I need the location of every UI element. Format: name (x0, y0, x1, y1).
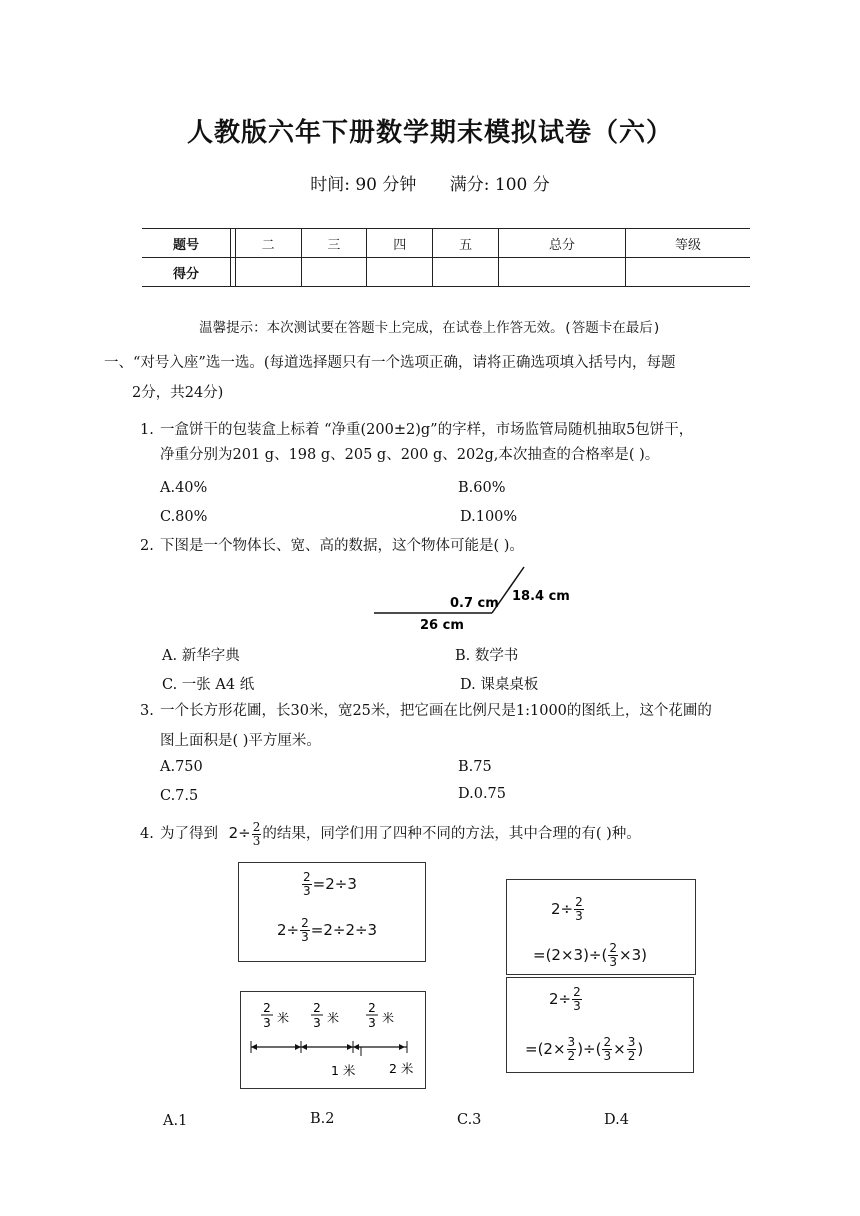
option-d[interactable]: D.100% (460, 509, 518, 525)
section-heading (104, 348, 784, 408)
question-number: 1. (140, 422, 154, 438)
question-number: 2. (140, 538, 154, 554)
option-c[interactable]: C.3 (457, 1112, 482, 1128)
fraction: $\frac{2}{3}$ (303, 870, 311, 898)
fraction: $\frac{2}{3}$ (252, 819, 261, 848)
length-label: 26 cm (420, 618, 464, 633)
score-cell[interactable] (235, 258, 301, 287)
fraction: $\frac{2}{3}$ (575, 895, 583, 923)
row-label: 得分 (142, 258, 231, 287)
score-cell[interactable] (433, 258, 499, 287)
tip-text: 温馨提示：本次测试要在答题卡上完成，在试卷上作答无效。(答题卡在最后) (199, 320, 661, 336)
tick-label-2m: 2 米 (389, 1061, 414, 1076)
option-a[interactable]: A.1 (163, 1113, 188, 1129)
question-3 (140, 696, 780, 756)
header-cell: 四 (367, 229, 433, 258)
number-line-figure (241, 992, 425, 1088)
option-b[interactable]: B.75 (458, 759, 492, 775)
option-b[interactable]: B.60% (458, 480, 506, 496)
score-cell[interactable] (367, 258, 433, 287)
full-score-label: 满分: 100 分 (449, 175, 550, 195)
equation-lhs: 2÷ (549, 990, 572, 1008)
option-c[interactable]: C.7.5 (160, 788, 199, 804)
method-box-a (238, 862, 426, 962)
option-a[interactable]: A.750 (160, 759, 203, 775)
option-d[interactable]: D.0.75 (458, 786, 507, 802)
equation-lhs: 2÷ (551, 900, 574, 918)
score-table (142, 228, 750, 287)
section-heading-line2: 2分，共24分) (132, 385, 224, 401)
svg-text:2: 2 (263, 1001, 271, 1015)
section-heading-line1: 一、“对号入座”选一选。(每道选择题只有一个选项正确，请将正确选项填入括号内，每题 (104, 355, 676, 371)
question-number: 4. (140, 826, 154, 842)
page-title: 人教版六年下册数学期末模拟试卷（六） (186, 118, 673, 148)
equation-lhs: 2÷ (277, 921, 300, 939)
equation-part: )÷( (577, 1040, 602, 1058)
option-a[interactable]: A.40% (160, 480, 208, 496)
question-text-post: 的结果，同学们用了四种不同的方法，其中合理的有( )种。 (262, 826, 641, 842)
score-table-score-row (142, 258, 750, 287)
question-2 (140, 534, 780, 559)
fraction: $\frac{3}{2}$ (567, 1035, 576, 1063)
equation-part: ×3) (619, 946, 647, 964)
option-b[interactable]: B. 数学书 (455, 648, 519, 664)
exam-info (0, 170, 860, 195)
equation-part: =(2×3)÷( (533, 946, 608, 964)
unit-label: 米 (326, 1011, 340, 1025)
svg-text:3: 3 (313, 1016, 321, 1030)
equation-part: =(2× (525, 1040, 566, 1058)
method-box-c (506, 879, 696, 975)
fraction: $\frac{2}{3}$ (609, 941, 617, 969)
equation-part: × (613, 1040, 626, 1058)
option-b[interactable]: B.2 (310, 1111, 335, 1127)
question-text: 一个长方形花圃，长30米，宽25米，把它画在比例尺是1:1000的图纸上，这个花圃的 (160, 703, 712, 719)
header-cell: 题号 (142, 229, 231, 258)
option-c[interactable]: C. 一张 A4 纸 (162, 677, 255, 693)
header-cell: 总分 (499, 229, 626, 258)
header-cell: 二 (235, 229, 301, 258)
equation-part: ) (637, 1040, 644, 1058)
question-1 (140, 418, 780, 468)
fraction: $\frac{2}{3}$ (301, 916, 309, 944)
question-text: 下图是一个物体长、宽、高的数据，这个物体可能是( )。 (160, 538, 524, 554)
dimension-figure (360, 562, 590, 640)
width-label: 0.7 cm (450, 596, 499, 611)
svg-text:3: 3 (263, 1016, 271, 1030)
fraction: $\frac{3}{2}$ (627, 1035, 636, 1063)
equation-rhs: =2÷2÷3 (310, 921, 378, 939)
score-cell[interactable] (301, 258, 367, 287)
question-number: 3. (140, 703, 154, 719)
question-text: 一盒饼干的包装盒上标着 “净重(200±2)g”的字样，市场监管局随机抽取5包饼干， (160, 422, 694, 438)
option-c[interactable]: C.80% (160, 509, 208, 525)
score-cell[interactable] (499, 258, 626, 287)
height-label: 18.4 cm (512, 589, 570, 604)
option-d[interactable]: D. 课桌桌板 (460, 677, 539, 693)
option-a[interactable]: A. 新华字典 (162, 648, 240, 664)
unit-label: 米 (381, 1011, 395, 1025)
unit-label: 米 (276, 1011, 290, 1025)
question-4 (140, 820, 780, 848)
fraction: $\frac{2}{3}$ (573, 985, 581, 1013)
question-text: 图上面积是( )平方厘米。 (160, 733, 321, 749)
score-table-header-row (142, 229, 750, 258)
expr-int: 2÷ (228, 824, 251, 842)
question-text-pre: 为了得到 (160, 826, 218, 842)
time-label: 时间: 90 分钟 (310, 175, 417, 195)
equation-rhs: =2÷3 (312, 875, 357, 893)
score-cell[interactable] (625, 258, 750, 287)
header-cell: 五 (433, 229, 499, 258)
header-cell: 三 (301, 229, 367, 258)
svg-text:3: 3 (368, 1016, 376, 1030)
svg-text:2: 2 (313, 1001, 321, 1015)
header-cell: 等级 (625, 229, 750, 258)
method-box-b (240, 991, 426, 1089)
svg-text:2: 2 (368, 1001, 376, 1015)
question-text: 净重分别为201 g、198 g、205 g、200 g、202g,本次抽查的合格率是( )。 (160, 447, 660, 463)
tick-label-1m: 1 米 (331, 1063, 356, 1078)
fraction: $\frac{2}{3}$ (603, 1035, 612, 1063)
option-d[interactable]: D.4 (604, 1112, 629, 1128)
method-box-d (506, 977, 694, 1073)
